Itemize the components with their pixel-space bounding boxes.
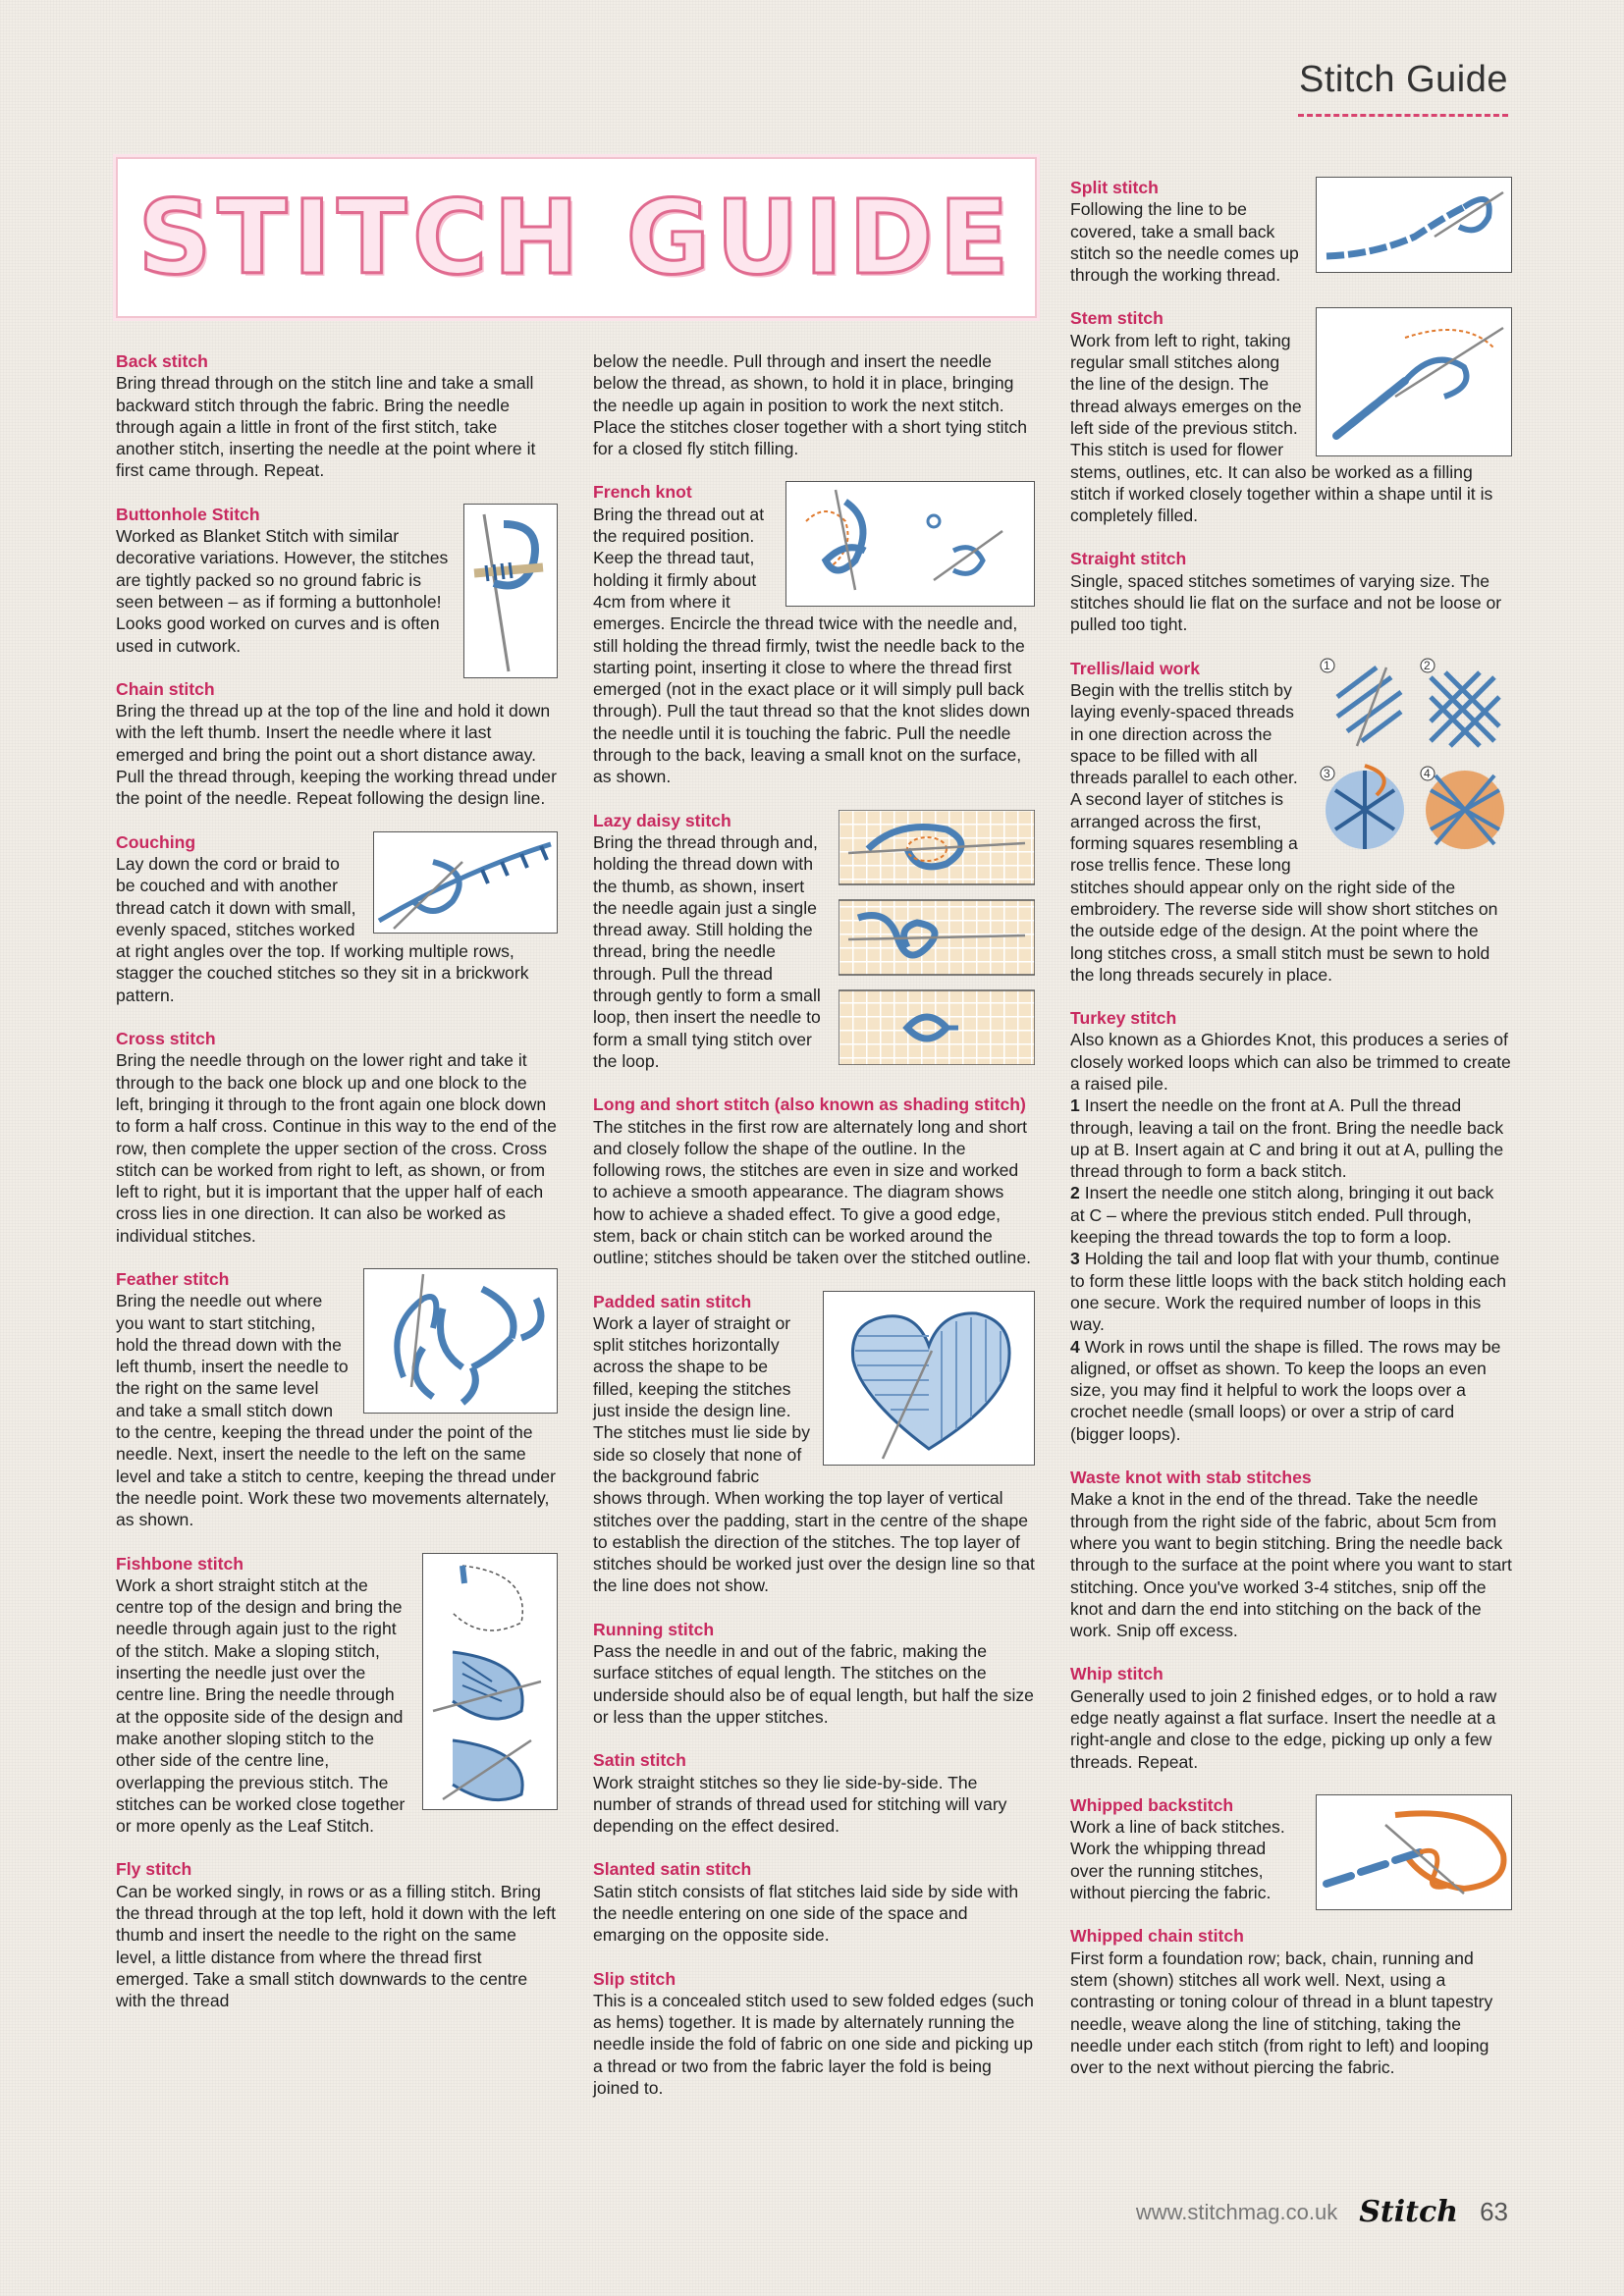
entry-title: Padded satin stitch — [593, 1291, 752, 1311]
entry-slanted-satin-stitch — [593, 1858, 1035, 1946]
page-title: STITCH GUIDE — [137, 178, 1015, 297]
entry-body: Bring the thread out at the required position. Keep the thread taut, holding it firmly about 4cm from where it emerges. Encircle the thread twice with the needle and, still holding the thread firmly, twist the needle back to the starting point, inserting it close to where the thread first emerged (not in the exact place or it will simply pull back through). Pull the taut thread so that the knot slides down the needle until it is touching the fabric. Pull the needle through to the back, leaving a small knot on the surface, as shown. — [593, 504, 1031, 787]
entry-title: Running stitch — [593, 1619, 715, 1639]
feather-stitch-illustration — [363, 1268, 558, 1414]
french-knot-illustration — [785, 481, 1035, 607]
entry-title: Stem stitch — [1070, 308, 1164, 329]
buttonhole-illustration — [463, 504, 558, 678]
entry-cross-stitch — [116, 1028, 558, 1247]
entry-title: French knot — [593, 482, 692, 503]
entry-straight-stitch — [1070, 548, 1512, 635]
entry-title: Straight stitch — [1070, 549, 1187, 569]
entry-body: Following the line to be covered, take a small back stitch so the needle comes up through the working thread. — [1070, 199, 1299, 286]
entry-chain-stitch — [116, 678, 558, 810]
entry-back-stitch — [116, 350, 558, 482]
entry-long-and-short-stitch — [593, 1094, 1035, 1268]
entry-body: Lay down the cord or braid to be couched and with another thread catch it down with small, evenly spaced, stitches worked at right angles over the top. If working multiple rows, stagger the couched stitches so they sit in a brickwork pattern. — [116, 853, 529, 1005]
entry-french-knot — [593, 481, 1035, 787]
entry-body: Pass the needle in and out of the fabric, making the surface stitches of equal length. The stitches on the underside should also be of equal length, but half the size or less than the upper stitches. — [593, 1641, 1034, 1727]
entry-title: Buttonhole Stitch — [116, 504, 260, 524]
magazine-logo: Stitch — [1359, 2195, 1459, 2229]
turkey-step-1: 1 Insert the needle on the front at A. Pull the thread through, leaving a tail on the front. Bring the needle back up at B. Insert again at C and bring it out at A, pulling the thread through to form a back stitch. — [1070, 1095, 1504, 1182]
column-right — [1070, 177, 1512, 2100]
entry-title: Chain stitch — [116, 678, 215, 699]
title-banner — [116, 157, 1037, 318]
entry-title: Back stitch — [116, 351, 208, 371]
entry-padded-satin-stitch — [593, 1291, 1035, 1597]
entry-whip-stitch — [1070, 1663, 1512, 1772]
entry-lazy-daisy-stitch — [593, 810, 1035, 1073]
page-number: 63 — [1480, 2197, 1508, 2226]
entry-body: Generally used to join 2 finished edges, or to hold a raw edge neatly against a flat surface. Insert the needle at a right-angle and close to the edge, picking up only a few threads. Repeat. — [1070, 1685, 1497, 1772]
entry-body: Bring the thread up at the top of the line and hold it down with the left thumb. Insert the needle where it last emerged and bring the point out a short distance away. Pull the thread through, keeping the working thread under the point of the needle. Repeat following the design line. — [116, 701, 557, 809]
entry-title: Slanted satin stitch — [593, 1859, 752, 1880]
trellis-illustration — [1318, 658, 1512, 860]
entry-title: Lazy daisy stitch — [593, 810, 731, 830]
entry-body: Bring the needle through on the lower right and take it through to the back one block up and one block to the left, bringing it through to the front again one block down to form a half cross. Continue in this way to the end of the row, then complete the upper section of the cross. Cross stitch can be worked from right to left, as shown, or from left to right, but it is important that the upper half of each cross lies in one direction. It can also be worked as individual stitches. — [116, 1050, 557, 1246]
entry-title: Slip stitch — [593, 1968, 677, 1989]
entry-stem-stitch — [1070, 307, 1512, 526]
entry-body: First form a foundation row; back, chain, running and stem (shown) stitches all work well. Next, using a contrasting or toning colour of thread in a blunt tapestry needle, weave along the line of stitching, taking the needle under each stitch (from right to left) and looping over to the next without piercing the fabric. — [1070, 1948, 1493, 2078]
turkey-step-2: 2 Insert the needle one stitch along, bringing it out back at C – where the previous stitch ended. Pull through, keeping the thread towards the top to form a loop. — [1070, 1183, 1494, 1248]
entry-title: Fishbone stitch — [116, 1553, 244, 1574]
column-middle — [593, 350, 1035, 2120]
entry-turkey-stitch — [1070, 1007, 1512, 1445]
entry-body: Work from left to right, taking regular small stitches along the line of the design. The thread always emerges on the left side of the previous stitch. This stitch is used for flower stems, outlines, etc. It can also be worked as a filling stitch if worked closely together within a shape until it is completely filled. — [1070, 330, 1493, 526]
entry-body: The stitches in the first row are alternately long and short and closely follow the shape of the outline. In the following rows, the stitches are even in size and worked to achieve a smooth appearance. The diagram shows how to achieve a shaded effect. To give a good edge, stem, back or chain stitch can be worked around the outline; stitches should be taken over the stitched outline. — [593, 1116, 1031, 1268]
entry-satin-stitch — [593, 1749, 1035, 1837]
couching-illustration — [373, 831, 558, 934]
entry-body: Can be worked singly, in rows or as a filling stitch. Bring the thread through at the top left, hold it down with the left thumb and insert the needle to the right on the same level, a little distance from where the thread first emerged. Take a small stitch downwards to the centre with the thread — [116, 1881, 556, 2011]
entry-title: Cross stitch — [116, 1029, 216, 1049]
turkey-step-4: 4 Work in rows until the shape is filled. The rows may be aligned, or offset as shown. To keep the loops an even size, you may find it helpful to work the loops over a crochet needle (small loops) or over a strip of card (bigger loops). — [1070, 1336, 1501, 1444]
entry-buttonhole-stitch — [116, 504, 558, 657]
entry-body: Work a short straight stitch at the centre top of the design and bring the needle through again just to the right of the stitch. Make a sloping stitch, inserting the needle just over the centre line. Bring the needle through at the opposite side of the design and make another sloping stitch to the other side of the centre line, overlapping the previous stitch. The stitches can be worked close together or more openly as the Leaf Stitch. — [116, 1575, 406, 1837]
website-link[interactable]: www.stitchmag.co.uk — [1135, 2199, 1338, 2224]
svg-text:4: 4 — [1424, 766, 1431, 780]
entry-waste-knot — [1070, 1467, 1512, 1641]
entry-fly-stitch-continued — [593, 350, 1035, 459]
page-footer — [1136, 2195, 1508, 2229]
entry-title: Feather stitch — [116, 1268, 230, 1289]
entry-slip-stitch — [593, 1968, 1035, 2100]
svg-text:1: 1 — [1324, 658, 1330, 672]
entry-feather-stitch — [116, 1268, 558, 1531]
entry-body: Work straight stitches so they lie side-by-side. The number of strands of thread used for stitching will vary depending on the effect desired. — [593, 1772, 1007, 1837]
entry-body: Single, spaced stitches sometimes of varying size. The stitches should lie flat on the surface and not be loose or pulled too tight. — [1070, 570, 1502, 635]
entry-title: Whipped backstitch — [1070, 1794, 1234, 1815]
entry-body: Make a knot in the end of the thread. Take the needle through from the right side of the fabric, about 5cm from where you want to begin stitching. Bring the needle back through to the surface at the point where you want to start stitching. Once you've worked 3-4 stitches, snip off the knot and darn the end into stitching on the back of the work. Snip off excess. — [1070, 1489, 1512, 1641]
entry-trellis-laid-work — [1070, 658, 1512, 986]
section-label: Stitch Guide — [1299, 59, 1508, 100]
entry-title: Split stitch — [1070, 178, 1159, 197]
entry-couching — [116, 831, 558, 1006]
entry-split-stitch — [1070, 177, 1512, 286]
fishbone-illustration — [422, 1553, 558, 1810]
entry-body: Bring thread through on the stitch line and take a small backward stitch through the fabric. Bring the needle through again a little in front of the first stitch, take another stitch, inserting the needle at the point where it first came through. Repeat. — [116, 373, 536, 481]
entry-title: Turkey stitch — [1070, 1008, 1177, 1029]
split-stitch-illustration — [1316, 177, 1512, 273]
entry-title: Waste knot with stab stitches — [1070, 1468, 1312, 1488]
entry-body: This is a concealed stitch used to sew folded edges (such as hems) together. It is made by alternately running the needle inside the fold of fabric on one side and picking up a thread or two from the fabric layer the fold is being joined to. — [593, 1990, 1034, 2099]
entry-whipped-backstitch — [1070, 1794, 1512, 1903]
entry-title: Long and short stitch (also known as shading stitch) — [593, 1095, 1026, 1115]
entry-body: Also known as a Ghiordes Knot, this produces a series of closely worked loops which can also be trimmed to create a raised pile. — [1070, 1030, 1511, 1094]
entry-body: Begin with the trellis stitch by laying evenly-spaced threads in one direction across the space to be filled with all threads parallel to each other. A second layer of stitches is arranged across the first, forming squares resembling a rose trellis fence. These long stitches should appear only on the right side of the embroidery. The reverse side will show short stitches on the outside edge of the design. At the point where the long stitches cross, a small stitch must be sewn to hold the long threads securely in place. — [1070, 679, 1498, 985]
entry-fly-stitch — [116, 1858, 558, 2011]
entry-body: Satin stitch consists of flat stitches laid side by side with the needle entering on one side of the space and emarging on the opposite side. — [593, 1881, 1019, 1946]
entry-body: Work a line of back stitches. Work the whipping thread over the running stitches, without piercing the fabric. — [1070, 1817, 1285, 1903]
stem-stitch-illustration — [1316, 307, 1512, 456]
entry-body: Bring the thread through and, holding the thread down with the thumb, as shown, insert the needle again just a single thread away. Still holding the thread, bring the needle through. Pull the thread through gently to form a small loop, then insert the needle to form a small tying stitch over the loop. — [593, 831, 821, 1071]
entry-body: Worked as Blanket Stitch with similar decorative variations. However, the stitches are tightly packed so no ground fabric is seen between – as if forming a buttonhole! Looks good worked on curves and is often used in cutwork. — [116, 526, 449, 656]
entry-title: Fly stitch — [116, 1859, 192, 1880]
entry-whipped-chain-stitch — [1070, 1925, 1512, 2078]
entry-running-stitch — [593, 1619, 1035, 1728]
entry-title: Couching — [116, 831, 196, 852]
entry-fishbone-stitch — [116, 1553, 558, 1838]
entry-body: Work a layer of straight or split stitches horizontally across the shape to be filled, keeping the stitches just inside the design line. The stitches must lie side by side so closely that none of the background fabric shows through. When working the top layer of vertical stitches over the padding, start in the centre of the shape to establish the direction of the stitches. The top layer of stitches should be worked just over the design line so that the line does not show. — [593, 1312, 1035, 1596]
section-divider — [1298, 114, 1508, 117]
svg-text:3: 3 — [1324, 766, 1330, 780]
padded-satin-illustration — [823, 1291, 1035, 1466]
entry-title: Satin stitch — [593, 1750, 686, 1771]
entry-title: Whipped chain stitch — [1070, 1926, 1244, 1947]
turkey-step-3: 3 Holding the tail and loop flat with your thumb, continue to form these little loops with the back stitch holding each one secure. Work the required number of loops in this way. — [1070, 1249, 1506, 1335]
entry-title: Trellis/laid work — [1070, 658, 1201, 678]
lazy-daisy-illustrations — [839, 810, 1035, 1065]
entry-title: Whip stitch — [1070, 1664, 1164, 1684]
column-left — [116, 350, 558, 2033]
svg-text:2: 2 — [1424, 658, 1431, 672]
whipped-backstitch-illustration — [1316, 1794, 1512, 1910]
entry-body: below the needle. Pull through and insert the needle below the thread, as shown, to hold it in place, bringing the needle up again in position to work the next stitch. Place the stitches closer together with a short tying stitch for a closed fly stitch filling. — [593, 351, 1028, 459]
entry-body: Bring the needle out where you want to start stitching, hold the thread down with the left thumb, insert the needle to the right on the same level and take a small stitch down to the centre, keeping the thread under the point of the needle. Next, insert the needle to the left on the same level and take a stitch to centre, keeping the thread under the needle point. Work these two movements alternately, as shown. — [116, 1291, 556, 1530]
